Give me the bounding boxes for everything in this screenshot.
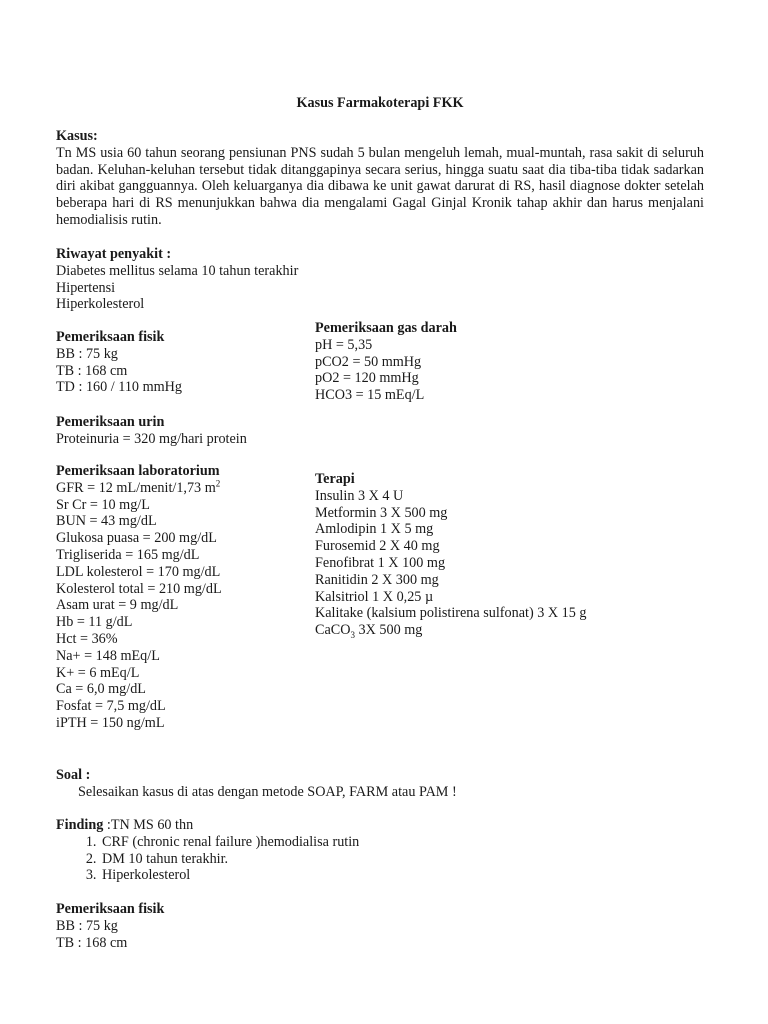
fisik2-item: BB : 75 kg <box>56 917 118 934</box>
lab-item-gfr <box>56 480 222 497</box>
urin-item: Proteinuria = 320 mg/hari protein <box>56 430 247 447</box>
finding-item: 3. Hiperkolesterol <box>100 867 359 884</box>
caco3-prefix: CaCO <box>315 622 351 639</box>
gas-darah-item: pO2 = 120 mmHg <box>315 370 419 387</box>
caco3-subscript: 3 <box>350 630 355 640</box>
lab-item: iPTH = 150 ng/mL <box>56 714 165 731</box>
lab-item: Asam urat = 9 mg/dL <box>56 597 179 614</box>
finding-line <box>56 817 359 834</box>
terapi-item: Ranitidin 2 X 300 mg <box>315 571 439 588</box>
lab-section <box>56 463 222 732</box>
soal-heading: Soal : <box>56 767 91 783</box>
lab-item: K+ = 6 mEq/L <box>56 664 140 681</box>
lab-item: Na+ = 148 mEq/L <box>56 647 160 664</box>
fisik2-section <box>56 901 164 951</box>
terapi-heading: Terapi <box>315 471 355 487</box>
document-title: Kasus Farmakoterapi FKK <box>296 95 464 111</box>
lab-item: LDL kolesterol = 170 mg/dL <box>56 563 221 580</box>
lab-item: Hb = 11 g/dL <box>56 614 133 631</box>
fisik-item: TB : 168 cm <box>56 362 128 379</box>
finding-heading: Finding <box>56 817 107 833</box>
terapi-item: Insulin 3 X 4 U <box>315 487 404 504</box>
lab-item: Kolesterol total = 210 mg/dL <box>56 580 222 597</box>
terapi-item: Amlodipin 1 X 5 mg <box>315 521 434 538</box>
urin-section <box>56 414 247 448</box>
terapi-item: Kalitake (kalsium polistirena sulfonat) 3 X 15 g <box>315 605 587 622</box>
riwayat-heading: Riwayat penyakit : <box>56 246 172 262</box>
lab-item: BUN = 43 mg/dL <box>56 513 157 530</box>
finding-item: 2. DM 10 tahun terakhir. <box>100 851 359 868</box>
riwayat-item: Hipertensi <box>56 279 116 296</box>
soal-text: Selesaikan kasus di atas dengan metode SOAP, FARM atau PAM ! <box>78 783 457 800</box>
finding-list <box>56 834 359 884</box>
lab-item: Sr Cr = 10 mg/L <box>56 496 150 513</box>
terapi-item: Kalsitriol 1 X 0,25 µ <box>315 588 434 605</box>
lab-heading: Pemeriksaan laboratorium <box>56 463 220 479</box>
fisik2-heading: Pemeriksaan fisik <box>56 901 165 917</box>
caco3-suffix: 3X 500 mg <box>354 622 423 639</box>
finding-item: 1. CRF (chronic renal failure )hemodialisa rutin <box>100 834 359 851</box>
terapi-section <box>315 471 586 639</box>
gfr-superscript: 2 <box>215 478 221 489</box>
document-page <box>56 0 704 1024</box>
fisik-section <box>56 329 182 396</box>
riwayat-item: Diabetes mellitus selama 10 tahun terakhir <box>56 262 299 279</box>
gas-darah-heading: Pemeriksaan gas darah <box>315 320 457 336</box>
terapi-item: Furosemid 2 X 40 mg <box>315 538 440 555</box>
terapi-item-caco3 <box>315 622 586 639</box>
kasus-text: Tn MS usia 60 tahun seorang pensiunan PNS sudah 5 bulan mengeluh lemah, mual-muntah, rasa sakit di seluruh badan. Keluhan-keluhan tersebut tidak ditanggapinya secara serius, hingga suatu saat dia tiba-tiba tidak sadarkan diri akibat gangguannya. Oleh keluarganya dia dibawa ke unit gawat darurat di RS, hasil diagnose dokter setelah beberapa hari di RS menunjukkan bahwa dia mengalami Gagal Ginjal Kronik tahap akhir dan harus menjalani hemodialisis rutin. <box>56 144 704 228</box>
kasus-section <box>56 128 704 229</box>
lab-item: Fosfat = 7,5 mg/dL <box>56 698 166 715</box>
gas-darah-item: pH = 5,35 <box>315 336 373 353</box>
lab-item: Glukosa puasa = 200 mg/dL <box>56 530 217 547</box>
fisik-heading: Pemeriksaan fisik <box>56 329 165 345</box>
finding-section <box>56 817 359 884</box>
fisik2-item: TB : 168 cm <box>56 934 128 951</box>
gfr-text: GFR = 12 mL/menit/1,73 m <box>56 479 216 496</box>
gas-darah-item: HCO3 = 15 mEq/L <box>315 387 425 404</box>
terapi-item: Fenofibrat 1 X 100 mg <box>315 554 446 571</box>
riwayat-item: Hiperkolesterol <box>56 296 145 313</box>
lab-item: Hct = 36% <box>56 630 118 647</box>
lab-item: Ca = 6,0 mg/dL <box>56 681 146 698</box>
gas-darah-section <box>315 320 457 404</box>
fisik-item: BB : 75 kg <box>56 345 118 362</box>
fisik-item: TD : 160 / 110 mmHg <box>56 379 182 396</box>
kasus-heading: Kasus: <box>56 128 98 144</box>
soal-section <box>56 767 457 801</box>
urin-heading: Pemeriksaan urin <box>56 414 165 430</box>
terapi-item: Metformin 3 X 500 mg <box>315 504 448 521</box>
gas-darah-item: pCO2 = 50 mmHg <box>315 353 422 370</box>
finding-subject: :TN MS 60 thn <box>106 817 194 833</box>
lab-item: Trigliserida = 165 mg/dL <box>56 546 200 563</box>
riwayat-section <box>56 246 704 313</box>
